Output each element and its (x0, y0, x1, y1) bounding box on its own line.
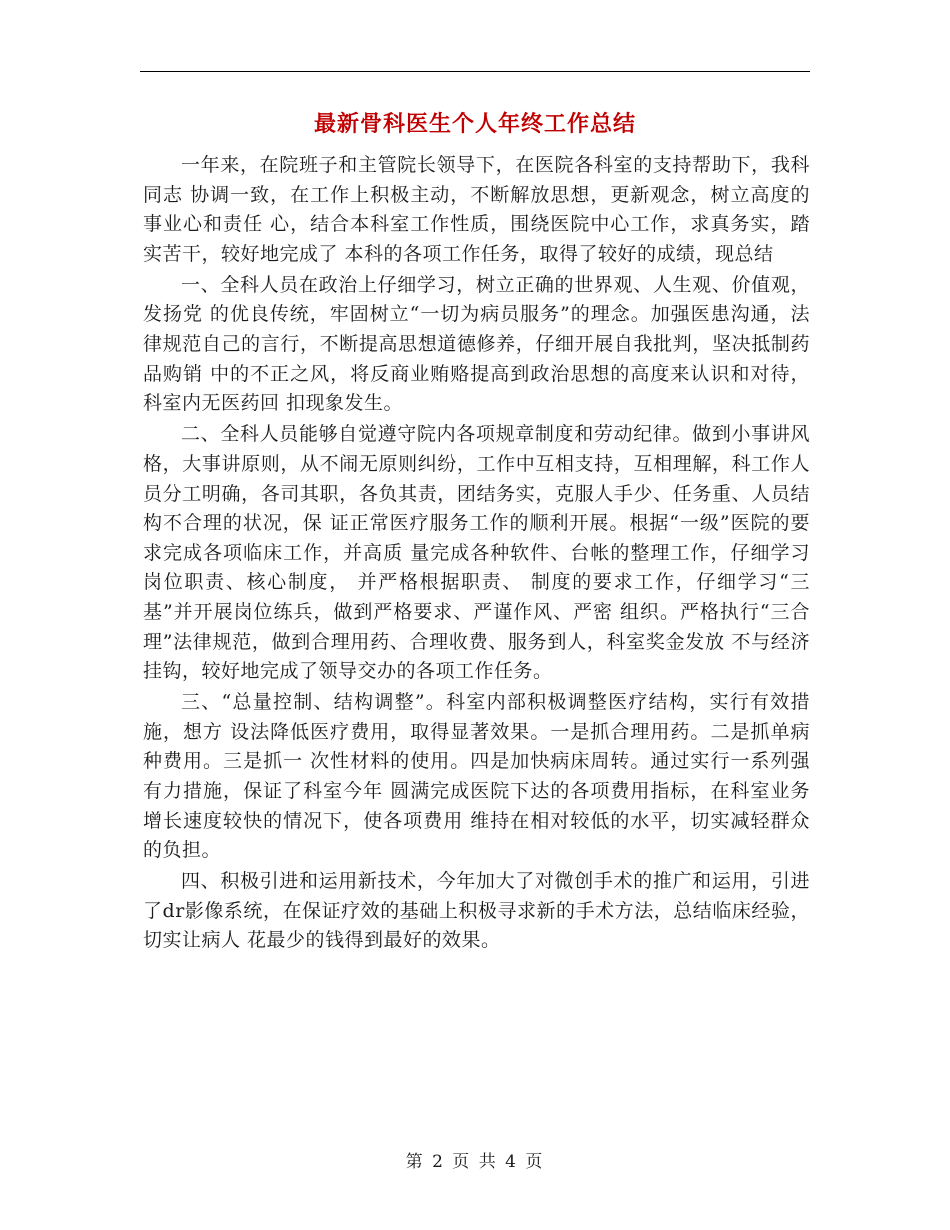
paragraph-section-1: 一、全科人员在政治上仔细学习，树立正确的世界观、人生观、价值观，发扬党 的优良传统，牢固树立“一切为病员服务”的理念。加强医患沟通，法律规范自己的言行，不断提高思想道德修养，仔细开展自我批判，坚决抵制药品购销 中的不正之风，将反商业贿赂提高到政治思想的高度来认识和对待，科室内无医药回 扣现象发生。 (143, 273, 810, 415)
paragraph-intro: 一年来，在院班子和主管院长领导下，在医院各科室的支持帮助下，我科同志 协调一致，在工作上积极主动，不断解放思想，更新观念，树立高度的事业心和责任 心，结合本科室工作性质，围绕医院中心工作，求真务实，踏实苦干，较好地完成了 本科的各项工作任务，取得了较好的成绩，现总结 (143, 154, 810, 265)
paragraph-section-4: 四、积极引进和运用新技术，今年加大了对微创手术的推广和运用，引进了dr影像系统，在保证疗效的基础上积极寻求新的手术方法，总结临床经验，切实让病人 花最少的钱得到最好的效果。 (143, 870, 810, 952)
page-number-footer: 第 2 页 共 4 页 (405, 1152, 545, 1172)
document-body (143, 151, 810, 958)
document-title: 最新骨科医生个人年终工作总结 (313, 112, 636, 137)
paragraph-section-3: 三、“总量控制、结构调整”。科室内部积极调整医疗结构，实行有效措施，想方 设法降低医疗费用，取得显著效果。一是抓合理用药。二是抓单病种费用。三是抓一 次性材料的使用。四是加快病床周转。通过实行一系列强有力措施，保证了科室今年 圆满完成医院下达的各项费用指标，在科室业务增长速度较快的情况下，使各项费用 维持在相对较低的水平，切实减轻群众的负担。 (143, 691, 810, 862)
header-rule (140, 71, 810, 72)
paragraph-section-2: 二、全科人员能够自觉遵守院内各项规章制度和劳动纪律。做到小事讲风格，大事讲原则，从不闹无原则纠纷，工作中互相支持，互相理解，科工作人员分工明确，各司其职，各负其责，团结务实，克服人手少、任务重、人员结构不合理的状况，保 证正常医疗服务工作的顺利开展。根据“一级”医院的要求完成各项临床工作，并高质 量完成各种软件、台帐的整理工作，仔细学习岗位职责、核心制度， 并严格根据职责、 制度的要求工作，仔细学习“三基”并开展岗位练兵，做到严格要求、严谨作风、严密 组织。严格执行“三合理”法律规范，做到合理用药、合理收费、服务到人，科室奖金发放 不与经济挂钩，较好地完成了领导交办的各项工作任务。 (143, 423, 810, 683)
